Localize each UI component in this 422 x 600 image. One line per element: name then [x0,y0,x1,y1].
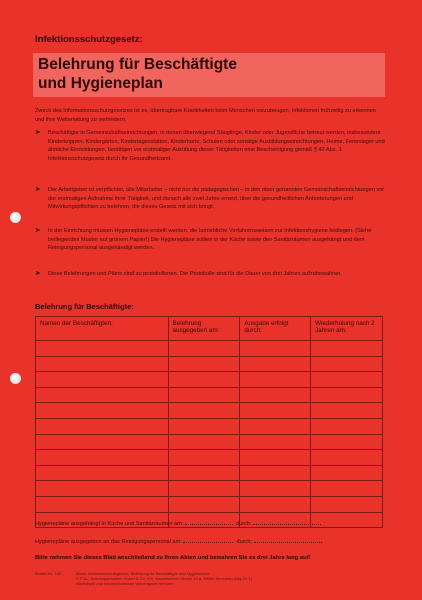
imprint-line: © P.&L. Schulorganisation GmbH & Co. KG, Neuenheimer Straße 10 a, 69399 Neckarau (Obj-22-1) [76,576,253,581]
table-body [36,341,383,528]
date-cell[interactable] [168,387,240,403]
name-cell[interactable] [36,465,169,481]
date-cell[interactable] [168,372,240,388]
bullet-text: Der Arbeitgeber ist verpflichtet, alle Mitarbeiter – nicht nur die pädagogischen – in den oben genannten Gemeinschaftseinrichtungen vor der erstmaligen Aufnahme ihrer Tätigkeit, und danach alle zwei Jahre erneut, über die gesundheitlichen Anforderungen und Mitwirkungspflichten zu belehren, die dieses Gesetz mit sich bringt. [48,187,385,211]
name-cell[interactable] [36,418,169,434]
date-cell[interactable] [168,481,240,497]
instruction-log-table [35,316,383,528]
col-header-name: Namen der Beschäftigten: [36,317,169,341]
name-cell[interactable] [36,356,169,372]
date-cell[interactable] [168,341,240,357]
date-cell[interactable] [168,418,240,434]
name-cell[interactable] [36,403,169,419]
intro-paragraph: Zweck des Informationsschutzgesetzes ist es, übertragbare Krankheiten beim Menschen vorzubeugen, Infektionen frühzeitig zu erkennen und ihre Weiterleitung zu verhindern. [35,108,376,123]
col-header-by: Ausgabe erfolgt durch: [240,317,311,341]
repeat-cell[interactable] [311,372,383,388]
table-row [36,465,383,481]
date-cell[interactable] [168,356,240,372]
table-row [36,387,383,403]
kitchen-by-label: durch: [236,521,252,527]
repeat-cell[interactable] [311,403,383,419]
kitchen-date-field[interactable] [185,519,233,525]
arrow-bullet-icon: ➤ [35,186,41,193]
repeat-cell[interactable] [311,512,383,528]
kitchen-by-field[interactable] [253,519,321,525]
name-cell[interactable] [36,372,169,388]
cleaning-staff-line [35,537,322,545]
by-cell[interactable] [240,481,311,497]
order-number: Bestell-Nr. 100 [35,571,62,576]
section-title: Belehrung für Beschäftigte: [35,302,134,311]
repeat-cell[interactable] [311,341,383,357]
by-cell[interactable] [240,387,311,403]
by-cell[interactable] [240,465,311,481]
bullet-text: In der Einrichtung müssen Hygienepläne erstellt werden, die betriebliche Verfahrensweisen zur Infektionshygiene festlegen. (Siehe beiliegendes Muster auf grünem Papier!) Die Hygienepläne sollten in der Küche sowie den Sanitärräumen ausgehängt und dem Reinigungspersonal ausgehändigt werden. [48,228,372,252]
repeat-cell[interactable] [311,450,383,466]
by-cell[interactable] [240,496,311,512]
arrow-bullet-icon: ➤ [35,270,41,277]
name-cell[interactable] [36,341,169,357]
table-row [36,341,383,357]
page-title [38,55,237,93]
table-row [36,434,383,450]
name-cell[interactable] [36,434,169,450]
table-row [36,481,383,497]
name-cell[interactable] [36,481,169,497]
kitchen-posting-line [35,519,321,527]
col-header-repeat: Wiederholung nach 2 Jahren am: [311,317,383,341]
bullet-text: Beschäftigte in Gemeinschaftseinrichtungen, in denen überwiegend Säuglinge, Kinder oder Jugendliche betreut werden, insbesondere Kinderkrippen, Kindergärten, Kindertagesstätten, Kinderhorte, Schulen oder sonstige Ausbildungseinrichtungen, Heime, Ferienlager und ähnliche Einrichtungen, benötigen vor erstmaliger Ausübung dieser Tätigkeiten eine Bescheinigung gemäß § 43 Abs. 1 Infektionsschutzgesetz durch ihr Gesundheitsamt. [48,130,385,162]
repeat-cell[interactable] [311,465,383,481]
table-row [36,403,383,419]
repeat-cell[interactable] [311,418,383,434]
title-line-2: und Hygieneplan [38,75,163,92]
repeat-cell[interactable] [311,387,383,403]
name-cell[interactable] [36,496,169,512]
date-cell[interactable] [168,465,240,481]
date-cell[interactable] [168,403,240,419]
table-row [36,372,383,388]
table-row [36,450,383,466]
repeat-cell[interactable] [311,434,383,450]
title-line-1: Belehrung für Beschäftigte [38,56,237,73]
repeat-cell[interactable] [311,481,383,497]
arrow-bullet-icon: ➤ [35,129,41,136]
table-row [36,418,383,434]
date-cell[interactable] [168,450,240,466]
cleaning-by-label: durch: [236,539,253,545]
repeat-cell[interactable] [311,496,383,512]
cleaning-date-field[interactable] [183,537,233,543]
retention-notice: Bitte nehmen Sie dieses Blatt anschließend zu Ihren Akten und bewahren Sie es drei Jahre lang auf! [35,555,311,561]
bullet-item [35,129,385,163]
bullet-text: Diese Belehrungen und Pläne sind zu protokollieren. Die Protokolle sind für die Dauer von drei Jahren aufzubewahren. [48,271,342,277]
date-cell[interactable] [168,496,240,512]
by-cell[interactable] [240,341,311,357]
table-header-row [36,317,383,341]
by-cell[interactable] [240,418,311,434]
by-cell[interactable] [240,356,311,372]
imprint [76,571,336,586]
bullet-item [35,227,385,253]
date-cell[interactable] [168,434,240,450]
by-cell[interactable] [240,434,311,450]
bullet-item [35,186,385,212]
name-cell[interactable] [36,387,169,403]
by-cell[interactable] [240,403,311,419]
bullet-item [35,270,342,279]
punch-hole-top [10,212,21,223]
cleaning-staff-label: Hygienepläne ausgegeben an das Reinigungspersonal am: [35,539,182,545]
table-row [36,356,383,372]
by-cell[interactable] [240,372,311,388]
cleaning-by-field[interactable] [254,537,322,543]
name-cell[interactable] [36,450,169,466]
col-header-date: Belehrung ausgegeben am: [168,317,240,341]
kicker-heading: Infektionsschutzgesetz: [35,34,143,45]
punch-hole-bottom [10,373,21,384]
table-row [36,496,383,512]
imprint-line: Block: Infektionsschutzgesetz: Belehrung für Beschäftigte und Hygieneplan [76,571,209,576]
arrow-bullet-icon: ➤ [35,227,41,234]
repeat-cell[interactable] [311,356,383,372]
kitchen-posting-label: Hygienepläne ausgehängt in Küche und Sanitärräumen am: [35,521,184,527]
by-cell[interactable] [240,450,311,466]
imprint-line: Nachdruck und fotomechanische Wiedergabe verboten [76,581,174,586]
